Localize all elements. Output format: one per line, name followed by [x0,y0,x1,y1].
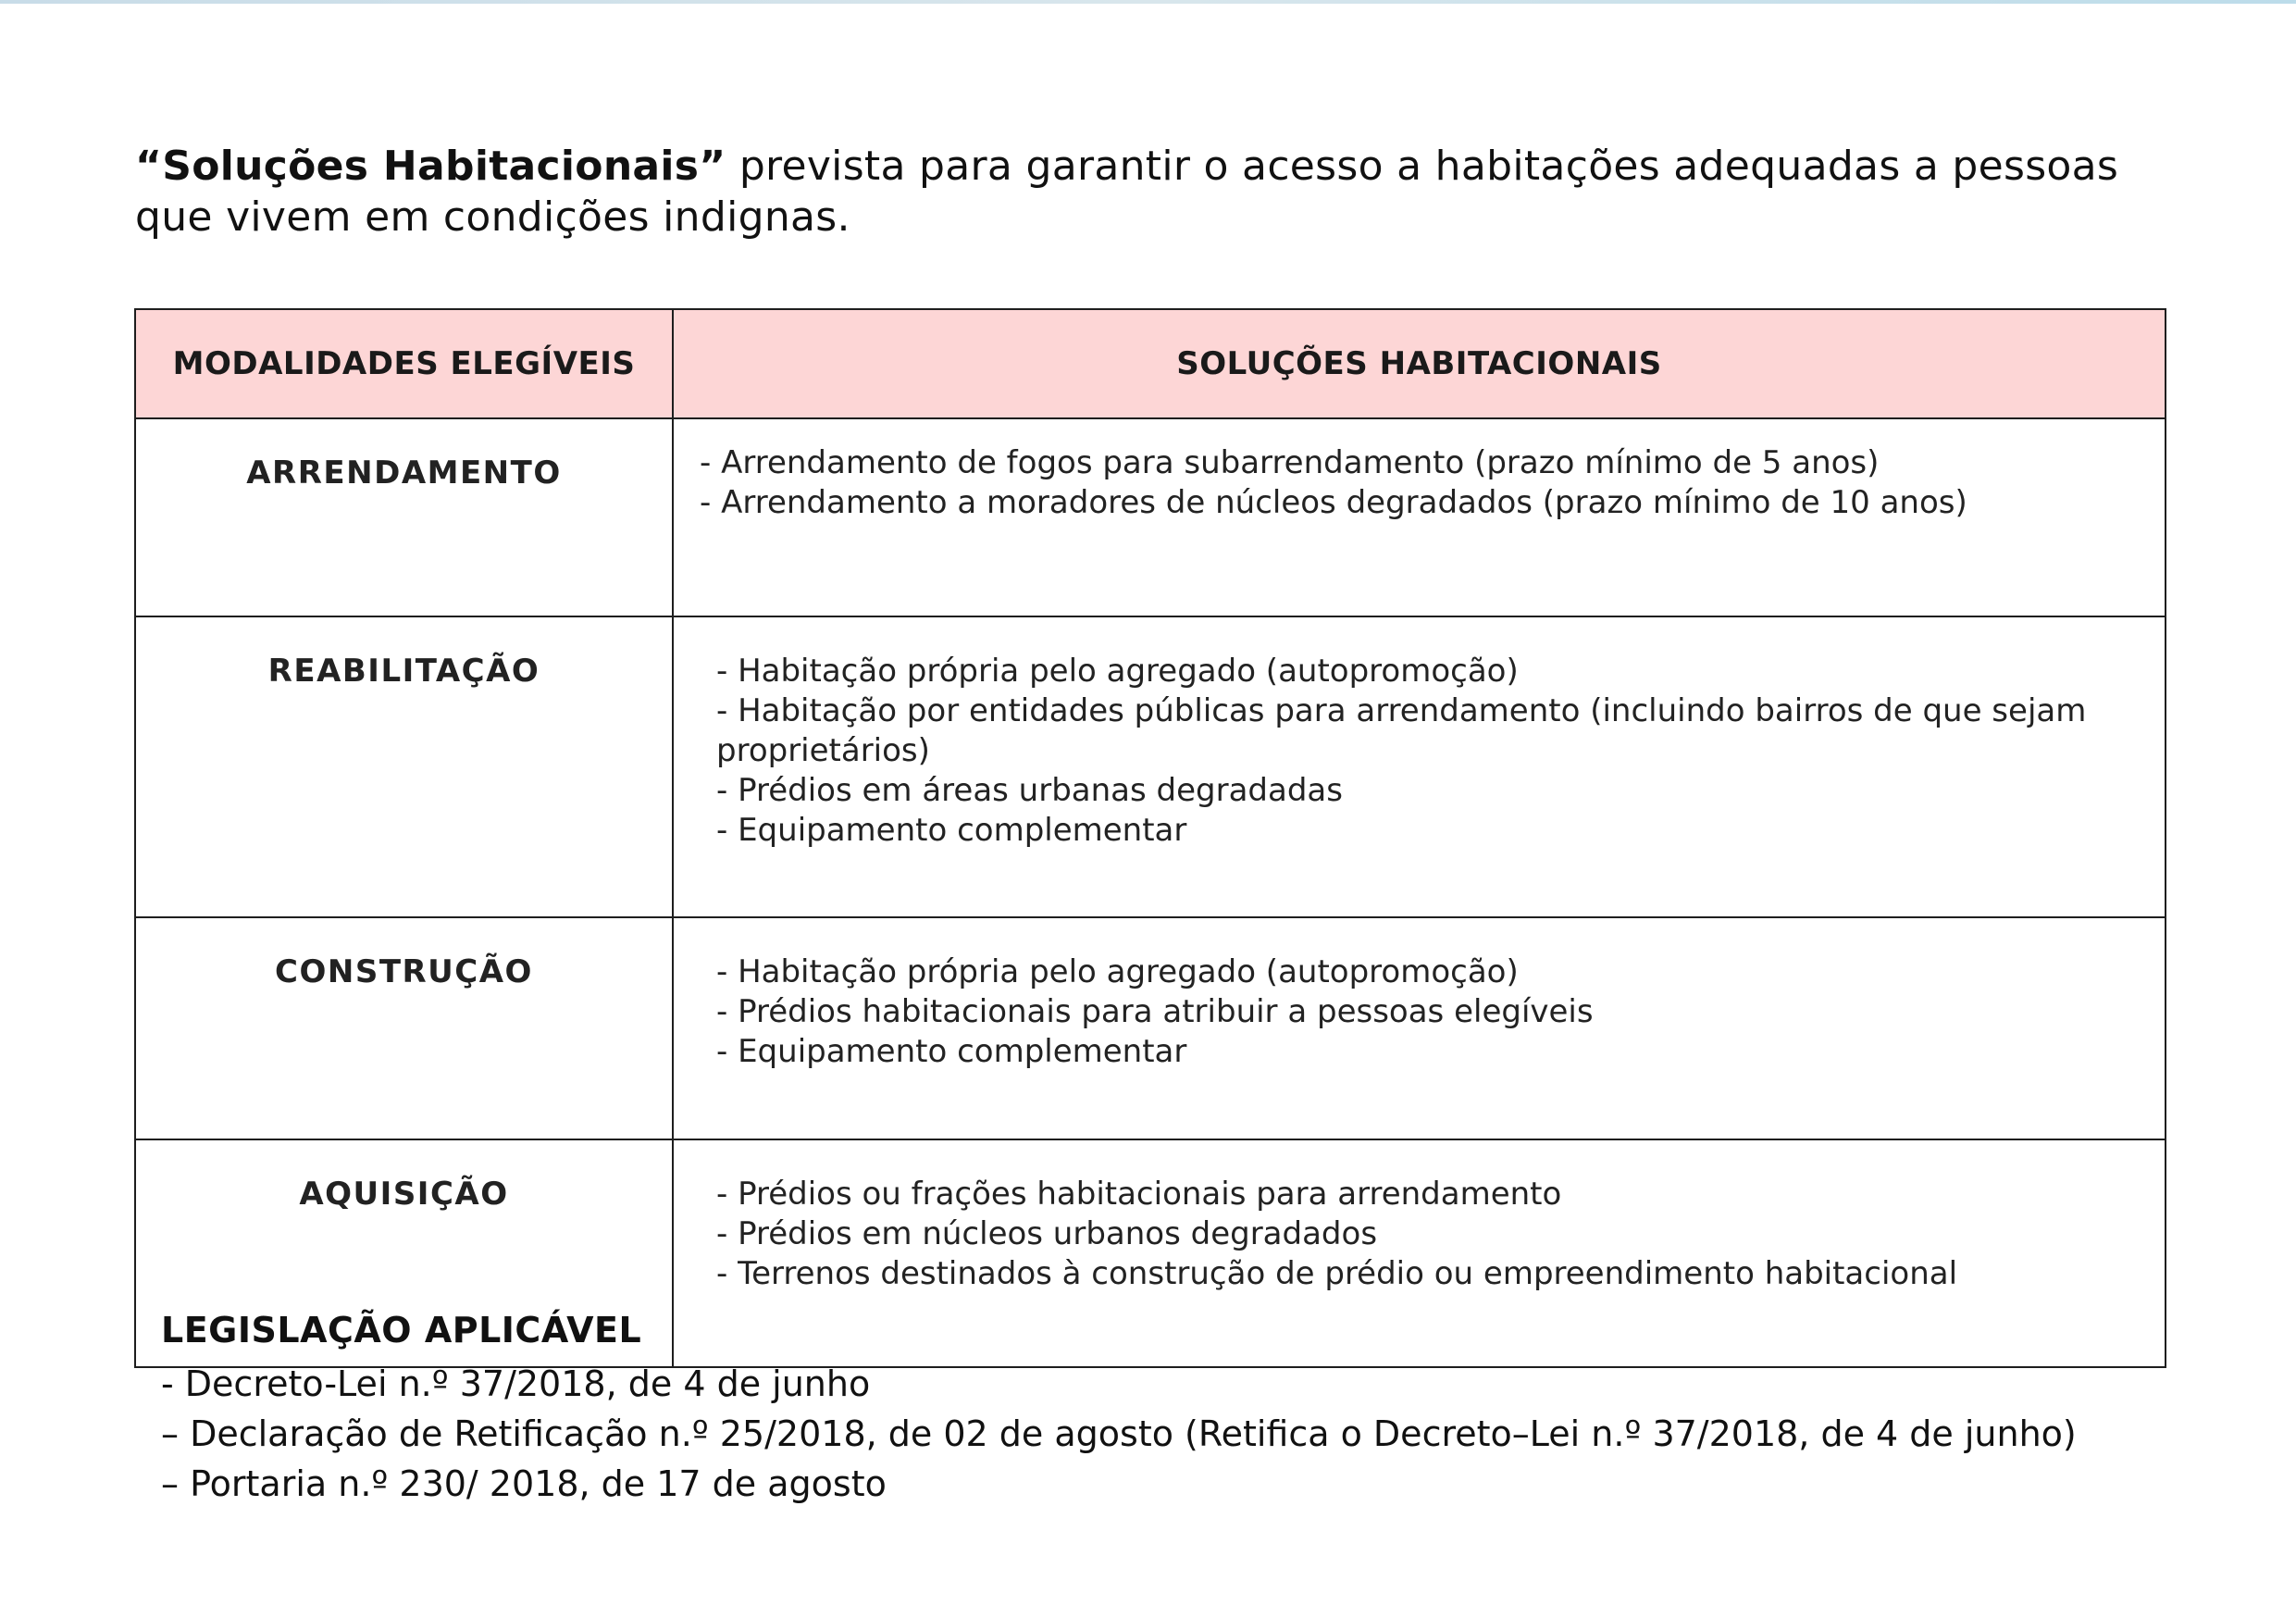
header-modalidades: MODALIDADES ELEGÍVEIS [135,309,673,418]
solucoes-list [716,952,2109,1072]
header-solucoes: SOLUÇÕES HABITACIONAIS [673,309,2166,418]
list-item: - Arrendamento a moradores de núcleos degradados (prazo mínimo de 10 anos) [700,484,1967,521]
list-item: - Equipamento complementar [716,812,1187,849]
list-item: - Prédios ou frações habitacionais para arrendamento [716,1176,1562,1213]
list-item: - Prédios em áreas urbanas degradadas [716,772,1343,809]
list-item: - Habitação própria pelo agregado (autopromoção) [716,653,1519,690]
modalidade-cell: CONSTRUÇÃO [135,917,673,1139]
top-accent-strip [0,0,2296,4]
legislation-item: – Declaração de Retificação n.º 25/2018, de 02 de agosto (Retifica o Decreto–Lei n.º 37/2018, de 4 de junho) [161,1413,2077,1454]
solucoes-list [700,443,2146,523]
modalidade-cell: AQUISIÇÃO [135,1139,673,1367]
solucoes-cell [673,418,2166,616]
legislation-title: LEGISLAÇÃO APLICÁVEL [161,1310,642,1350]
table-header-row [135,309,2166,418]
intro-paragraph [135,141,2190,243]
solucoes-cell [673,917,2166,1139]
table-row [135,917,2166,1139]
solutions-table [134,308,2166,1368]
legislation-list [161,1359,2197,1509]
list-item: - Habitação por entidades públicas para arrendamento (incluindo bairros de que sejam proprietários) [716,692,2087,769]
list-item: - Prédios habitacionais para atribuir a pessoas elegíveis [716,993,1594,1030]
list-item: - Habitação própria pelo agregado (autopromoção) [716,953,1519,990]
solucoes-list [716,1175,2109,1294]
modalidade-cell: REABILITAÇÃO [135,616,673,917]
legislation-section [161,1307,2197,1509]
list-item: - Prédios em núcleos urbanos degradados [716,1215,1378,1252]
intro-bold-term: “Soluções Habitacionais” [135,143,726,190]
legislation-item: – Portaria n.º 230/ 2018, de 17 de agosto [161,1463,887,1504]
intro-text: prevista para garantir o acesso a habitações adequadas a pessoas que vivem em condições indignas. [135,143,2119,241]
legislation-item: - Decreto-Lei n.º 37/2018, de 4 de junho [161,1363,871,1404]
list-item: - Arrendamento de fogos para subarrendamento (prazo mínimo de 5 anos) [700,444,1880,481]
list-item: - Terrenos destinados à construção de prédio ou empreendimento habitacional [716,1255,1958,1292]
solucoes-cell [673,616,2166,917]
solucoes-list [716,652,2109,851]
list-item: - Equipamento complementar [716,1033,1187,1070]
table-row [135,616,2166,917]
table-row [135,418,2166,616]
modalidade-cell: ARRENDAMENTO [135,418,673,616]
